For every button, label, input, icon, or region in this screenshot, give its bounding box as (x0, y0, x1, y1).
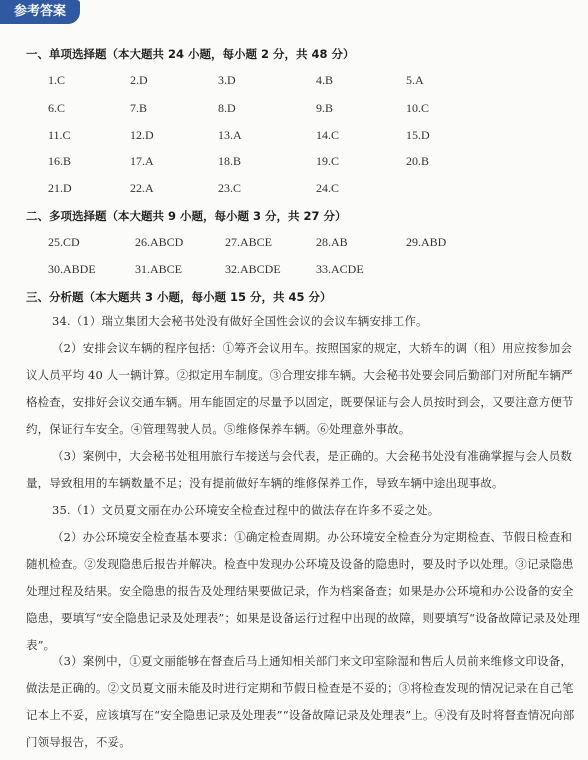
analysis-paragraph: 35.（1）文员夏文丽在办公环境安全检查过程中的做法存在许多不妥之处。 (52, 503, 440, 517)
answer-item: 32.ABCDE (225, 262, 281, 276)
section-3-title: 三、分析题（本大题共 3 小题，每小题 15 分，共 45 分） (26, 290, 332, 304)
answer-item: 31.ABCE (135, 262, 183, 276)
answer-item: 21.D (48, 181, 72, 195)
section-2-title: 二、多项选择题（本大题共 9 小题，每小题 3 分，共 27 分） (26, 209, 347, 223)
answer-item: 7.B (130, 101, 148, 115)
answer-item: 18.B (218, 154, 242, 168)
analysis-paragraph: （3）案例中，①夏文丽能够在督查后马上通知相关部门来文印室除湿和售后人员前来维修文印设备，做法是正确的。②文员夏文丽未能及时进行定期和节假日检查是不妥的；③将检查发现的情况记录在自己笔记本上不妥，应该填写在“安全隐患记录及处理表”“设备故障记录及处理表”上。④没有及时将督查情况向部门领导报告，不妥。 (26, 654, 575, 749)
answer-item: 3.D (218, 73, 236, 87)
answer-item: 14.C (316, 128, 340, 142)
answer-item: 27.ABCE (225, 235, 273, 249)
answer-item: 28.AB (316, 235, 348, 249)
answer-item: 4.B (316, 73, 334, 87)
analysis-paragraph: （2）安排会议车辆的程序包括：①筹齐会议用车。按照国家的规定，大轿车的调（租）用应按参加会议人员平均 40 人一辆计算。②拟定用车制度。③合理安排车辆。大会秘书处要会同后勤部门对所配车辆严格检查，安排好会议交通车辆。用车能固定的尽量予以固定，既要保证与会人员按时到会，又要注意方便节约，保证行车安全。④管理驾驶人员。⑤维修保养车辆。⑥处理意外事故。 (26, 341, 574, 436)
answer-item: 15.D (406, 128, 430, 142)
answer-item: 5.A (406, 73, 424, 87)
answer-item: 23.C (218, 181, 242, 195)
answer-item: 11.C (48, 128, 71, 142)
answer-item: 33.ACDE (316, 262, 364, 276)
answer-item: 19.C (316, 154, 340, 168)
answer-item: 16.B (48, 154, 72, 168)
answer-item: 1.C (48, 73, 66, 87)
answer-item: 25.CD (48, 235, 80, 249)
answer-item: 8.D (218, 101, 236, 115)
answer-item: 12.D (130, 128, 154, 142)
answer-item: 9.B (316, 101, 334, 115)
answer-item: 10.C (406, 101, 430, 115)
section-1-title: 一、单项选择题（本大题共 24 小题，每小题 2 分，共 48 分） (26, 47, 355, 61)
answer-item: 29.ABD (406, 235, 447, 249)
answer-item: 22.A (130, 181, 154, 195)
analysis-paragraph: 34.（1）瑞立集团大会秘书处没有做好全国性会议的会议车辆安排工作。 (52, 314, 428, 328)
answer-item: 13.A (218, 128, 242, 142)
answer-item: 6.C (48, 101, 66, 115)
answer-item: 26.ABCD (135, 235, 184, 249)
answer-item: 24.C (316, 181, 340, 195)
answer-item: 30.ABDE (48, 262, 96, 276)
answer-item: 17.A (130, 154, 154, 168)
answer-item: 20.B (406, 154, 430, 168)
analysis-paragraph: （2）办公环境安全检查基本要求：①确定检查周期。办公环境安全检查分为定期检查、节假日检查和随机检查。②发现隐患后报告并解决。检查中发现办公环境及设备的隐患时，要及时予以处理。③记录隐患处理过程及结果。安全隐患的报告及处理结果要做记录，作为档案备查；如果是办公环境和办公设备的安全隐患，要填写“安全隐患记录及处理表”；如果是设备运行过程中出现的故障，则要填写“设备故障记录及处理表”。 (26, 530, 580, 652)
answer-item: 2.D (130, 73, 148, 87)
answer-key-badge: 参考答案 (0, 0, 80, 24)
analysis-paragraph: （3）案例中，大会秘书处租用旅行车接送与会代表，是正确的。大会秘书处没有准确掌握与会人员数量，导致租用的车辆数量不足；没有提前做好车辆的维修保养工作，导致车辆中途出现事故。 (26, 449, 573, 490)
